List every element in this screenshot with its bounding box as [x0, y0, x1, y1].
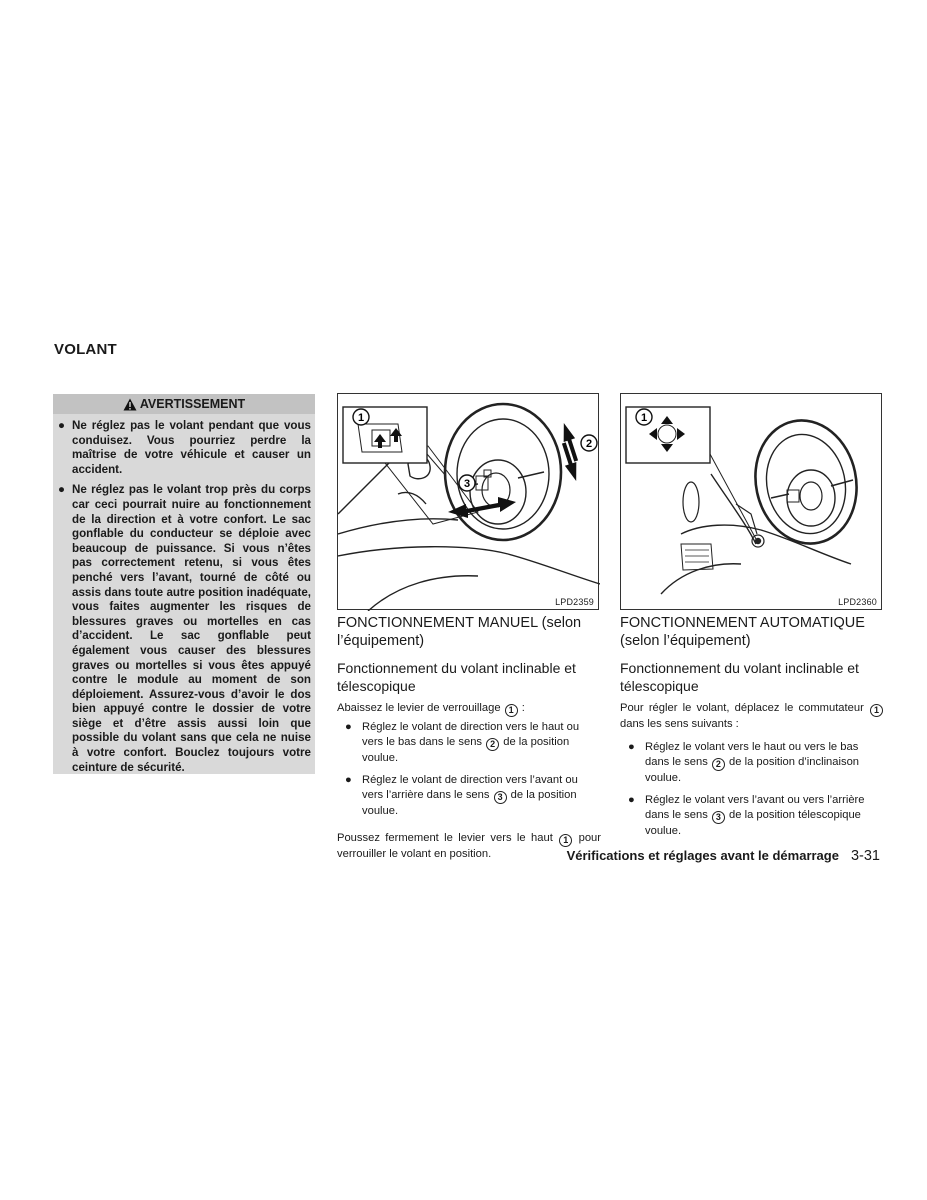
text: de la position d’inclinaison voulue.	[645, 756, 860, 784]
number-1-icon: 1	[505, 704, 518, 717]
manual-subheading: Fonctionnement du volant inclinable et télescopique	[337, 660, 576, 694]
number-2-icon: 2	[712, 758, 725, 771]
figure-code: LPD2359	[555, 597, 594, 607]
number-1-icon: 1	[559, 834, 572, 847]
number-2-icon: 2	[486, 738, 499, 751]
list-item	[628, 740, 884, 786]
figure-manual-steering	[337, 393, 599, 610]
bullet-icon: ●	[58, 419, 66, 432]
text: de la position voulue.	[362, 736, 570, 764]
steering-wheel-manual-illustration	[338, 394, 600, 611]
text: Réglez le volant vers l’avant ou vers l’arrière dans le sens	[645, 794, 865, 821]
text: Réglez le volant de direction vers l’avant ou vers l’arrière dans le sens	[362, 774, 578, 801]
bullet-icon: ●	[345, 774, 352, 786]
list-item	[345, 720, 601, 766]
warning-title: AVERTISSEMENT	[139, 397, 246, 411]
footer-title: Vérifications et réglages avant le démarrage	[566, 848, 839, 863]
automatic-intro	[620, 701, 884, 732]
manual-section	[337, 614, 601, 862]
page-number: 3-31	[850, 848, 880, 864]
page-footer	[567, 848, 880, 864]
figure-automatic-steering	[620, 393, 882, 610]
automatic-bullets	[620, 740, 884, 839]
text: Réglez le volant de direction vers le haut ou vers le bas dans le sens	[362, 721, 580, 748]
manual-heading: FONCTIONNEMENT MANUEL (selon l’équipement)	[337, 615, 582, 649]
callout-1: 1	[357, 412, 365, 424]
warning-item-text: Ne réglez pas le volant pendant que vous conduisez. Vous pourriez perdre la maîtrise de votre véhicule et causer un accident.	[72, 419, 311, 476]
section-title: VOLANT	[54, 341, 117, 358]
bullet-icon: ●	[58, 483, 66, 497]
warning-item	[56, 419, 311, 477]
warning-item	[56, 483, 311, 775]
steering-wheel-auto-illustration	[621, 394, 883, 611]
figure-code: LPD2360	[838, 597, 877, 607]
text: de la position voulue.	[362, 789, 577, 817]
callout-2: 2	[585, 438, 593, 450]
manual-bullets	[337, 720, 601, 819]
text: :	[518, 702, 525, 714]
bullet-icon: ●	[628, 794, 635, 806]
manual-intro	[337, 701, 601, 717]
callout-1: 1	[640, 412, 648, 424]
text: Abaissez le levier de verrouillage	[337, 702, 501, 714]
number-3-icon: 3	[494, 791, 507, 804]
bullet-icon: ●	[628, 741, 635, 753]
automatic-subheading: Fonctionnement du volant inclinable et télescopique	[620, 660, 859, 694]
automatic-heading: FONCTIONNEMENT AUTOMATIQUE (selon l’équipement)	[620, 615, 865, 649]
callout-3: 3	[463, 478, 471, 490]
warning-list	[53, 416, 315, 775]
warning-header	[53, 394, 315, 414]
text: Pour régler le volant, déplacez le commutateur	[620, 702, 869, 714]
warning-box	[53, 394, 315, 774]
manual-outro	[337, 831, 601, 862]
bullet-icon: ●	[345, 721, 352, 733]
number-1-icon: 1	[870, 704, 883, 717]
automatic-section	[620, 614, 884, 846]
text: de la position télescopique voulue.	[645, 809, 861, 837]
text: Réglez le volant vers le haut ou vers le bas dans le sens	[645, 741, 859, 768]
number-3-icon: 3	[712, 811, 725, 824]
warning-triangle-icon	[123, 398, 137, 411]
list-item	[345, 773, 601, 819]
warning-item-text: Ne réglez pas le volant trop près du corps car ceci pourrait nuire au fonctionnement de la direction et à votre confort. Le sac gonflable du conducteur se déploie avec beaucoup de puissance. Si vous n’êtes pas correctement retenu, si vous êtes penché vers l’avant, tourné de côté ou assis dans toute autre position inadéquate, vous faites augmenter les risques de blessures graves ou mortelles en cas d’accident. Le sac gonflable peut également vous causer des blessures graves ou mortelles si vous êtes appuyé contre le module au moment de son déploiement. Assurez-vous d’avoir le dos bien appuyé contre le dossier de votre siège et d’être assis aussi loin que possible du volant sans que cela ne nuise à votre confort. Bouclez toujours votre ceinture de sécurité.	[72, 483, 311, 774]
list-item	[628, 793, 884, 839]
text: dans les sens suivants :	[620, 718, 739, 730]
text: Poussez fermement le levier vers le haut	[337, 832, 559, 844]
text: pour verrouiller le volant en position.	[337, 832, 602, 860]
